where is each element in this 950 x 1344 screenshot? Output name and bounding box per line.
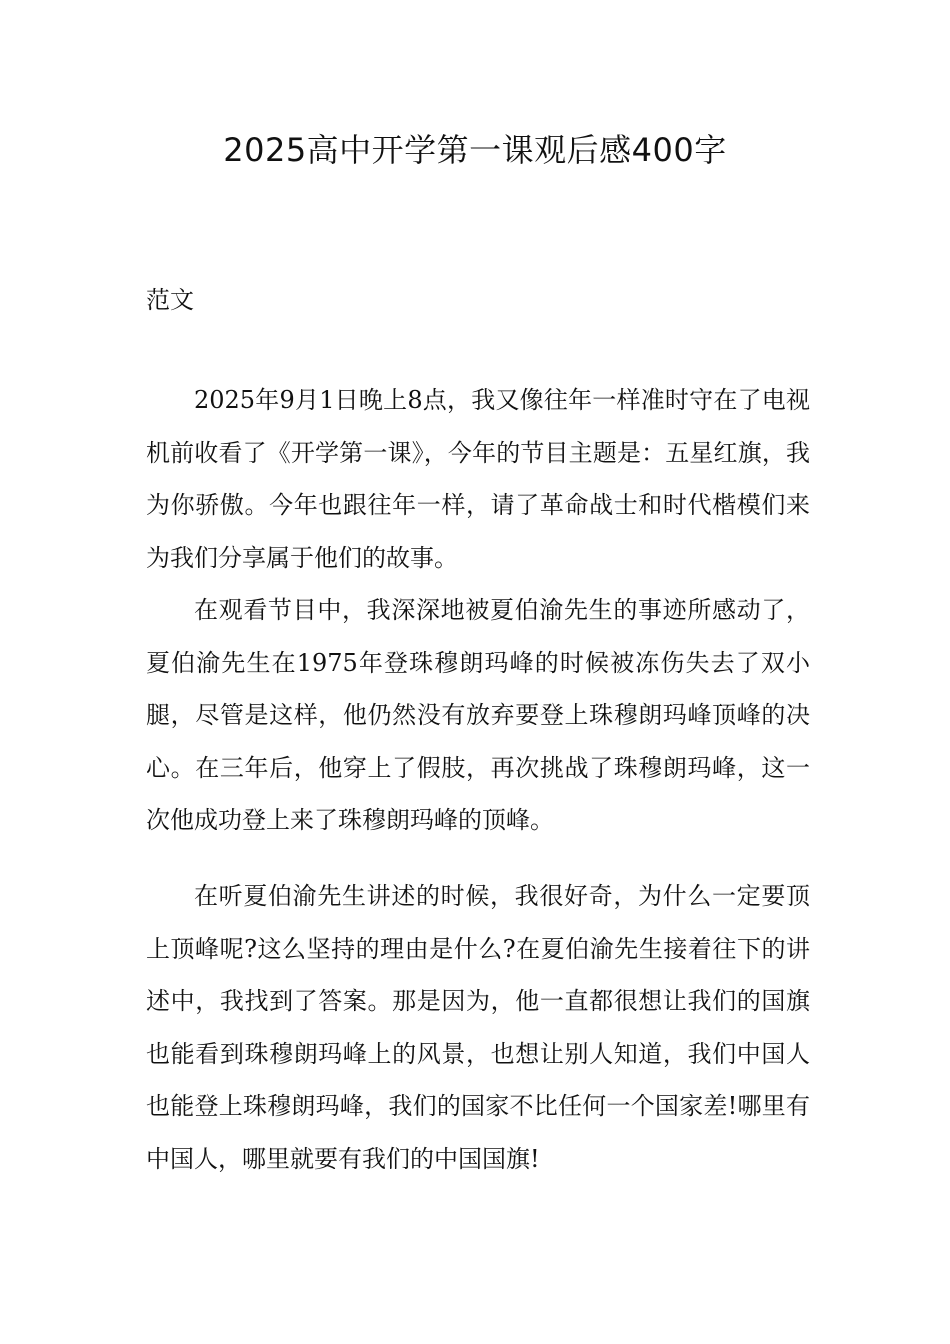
paragraph-2: 在观看节目中，我深深地被夏伯渝先生的事迹所感动了，夏伯渝先生在1975年登珠穆朗玛峰的时候被冻伤失去了双小腿，尽管是这样，他仍然没有放弃要登上珠穆朗玛峰顶峰的决心。在三年后，他穿上了假肢，再次挑战了珠穆朗玛峰，这一次他成功登上来了珠穆朗玛峰的顶峰。 (146, 596, 810, 834)
document-title: 2025高中开学第一课观后感400字 (223, 131, 727, 169)
paragraph-3: 在听夏伯渝先生讲述的时候，我很好奇，为什么一定要顶上顶峰呢?这么坚持的理由是什么?在夏伯渝先生接着往下的讲述中，我找到了答案。那是因为，他一直都很想让我们的国旗也能看到珠穆朗玛峰上的风景，也想让别人知道，我们中国人也能登上珠穆朗玛峰，我们的国家不比任何一个国家差!哪里有中国人，哪里就要有我们的中国国旗! (146, 882, 810, 1173)
section-label: 范文 (146, 286, 194, 314)
paragraph-1: 2025年9月1日晚上8点，我又像往年一样准时守在了电视机前收看了《开学第一课》，今年的节目主题是：五星红旗，我为你骄傲。今年也跟往年一样，请了革命战士和时代楷模们来为我们分享属于他们的故事。 (146, 386, 810, 572)
